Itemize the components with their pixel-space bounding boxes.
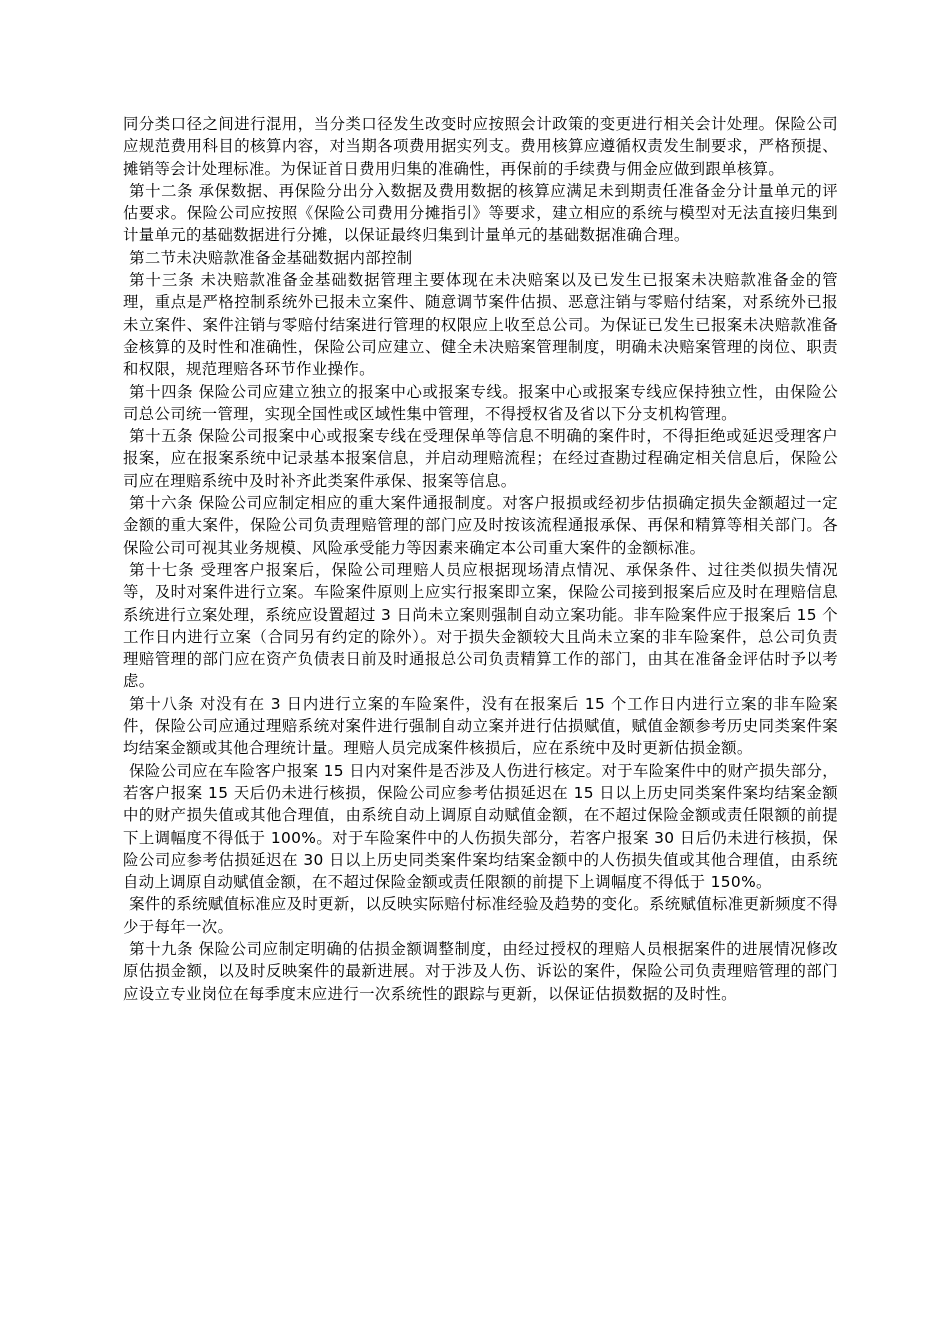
document-body [123, 113, 838, 1005]
article-17: 第十七条 受理客户报案后，保险公司理赔人员应根据现场清点情况、承保条件、过往类似损失情况等，及时对案件进行立案。车险案件原则上应实行报案即立案，保险公司接到报案后应及时在理赔信息系统进行立案处理，系统应设置超过 3 日尚未立案则强制自动立案功能。非车险案件应于报案后 15 个工作日内进行立案（合同另有约定的除外）。对于损失金额较大且尚未立案的非车险案件，总公司负责理赔管理的部门应在资产负债表日前及时通报总公司负责精算工作的部门，由其在准备金评估时予以考虑。 [123, 560, 838, 691]
article-18: 第十八条 对没有在 3 日内进行立案的车险案件，没有在报案后 15 个工作日内进行立案的非车险案件，保险公司应通过理赔系统对案件进行强制自动立案并进行估损赋值，赋值金额参考历史同类案件案均结案金额或其他合理统计量。理赔人员完成案件核损后，应在系统中及时更新估损金额。 [123, 694, 838, 758]
article-15: 第十五条 保险公司报案中心或报案专线在受理保单等信息不明确的案件时，不得拒绝或延迟受理客户报案，应在报案系统中记录基本报案信息，并启动理赔流程；在经过查勘过程确定相关信息后，保险公司应在理赔系统中及时补齐此类案件承保、报案等信息。 [123, 427, 838, 490]
paragraph-continued: 同分类口径之间进行混用，当分类口径发生改变时应按照会计政策的变更进行相关会计处理。保险公司应规范费用科目的核算内容，对当期各项费用据实列支。费用核算应遵循权责发生制要求，严格预提、摊销等会计处理标准。为保证首日费用归集的准确性，再保前的手续费与佣金应做到跟单核算。 [123, 115, 838, 178]
article-18-paragraph-3: 案件的系统赋值标准应及时更新，以反映实际赔付标准经验及趋势的变化。系统赋值标准更新频度不得少于每年一次。 [123, 895, 838, 936]
article-18-paragraph-2: 保险公司应在车险客户报案 15 日内对案件是否涉及人伤进行核定。对于车险案件中的财产损失部分，若客户报案 15 天后仍未进行核损，保险公司应参考估损延迟在 15 日以上历史同类案件案均结案金额中的财产损失值或其他合理值，由系统自动上调原自动赋值金额，在不超过保险金额或责任限额的前提下上调幅度不得低于 100%。对于车险案件中的人伤损失部分，若客户报案 30 日后仍未进行核损，保险公司应参考估损延迟在 30 日以上历史同类案件案均结案金额中的人伤损失值或其他合理值，由系统自动上调原自动赋值金额，在不超过保险金额或责任限额的前提下上调幅度不得低于 150%。 [123, 761, 838, 892]
article-14: 第十四条 保险公司应建立独立的报案中心或报案专线。报案中心或报案专线应保持独立性，由保险公司总公司统一管理，实现全国性或区域性集中管理，不得授权省及省以下分支机构管理。 [123, 382, 838, 423]
article-13: 第十三条 未决赔款准备金基础数据管理主要体现在未决赔案以及已发生已报案未决赔款准备金的管理，重点是严格控制系统外已报未立案件、随意调节案件估损、恶意注销与零赔付结案，对系统外已报未立案件、案件注销与零赔付结案进行管理的权限应上收至总公司。为保证已发生已报案未决赔款准备金核算的及时性和准确性，保险公司应建立、健全未决赔案管理制度，明确未决赔案管理的岗位、职责和权限，规范理赔各环节作业操作。 [123, 271, 838, 379]
article-19: 第十九条 保险公司应制定明确的估损金额调整制度，由经过授权的理赔人员根据案件的进展情况修改原估损金额，以及时反映案件的最新进展。对于涉及人伤、诉讼的案件，保险公司负责理赔管理的部门应设立专业岗位在每季度末应进行一次系统性的跟踪与更新，以保证估损数据的及时性。 [123, 939, 838, 1003]
article-12: 第十二条 承保数据、再保险分出分入数据及费用数据的核算应满足未到期责任准备金分计量单元的评估要求。保险公司应按照《保险公司费用分摊指引》等要求，建立相应的系统与模型对无法直接归集到计量单元的基础数据进行分摊，以保证最终归集到计量单元的基础数据准确合理。 [123, 181, 838, 245]
section-heading: 第二节未决赔款准备金基础数据内部控制 [129, 248, 413, 267]
article-16: 第十六条 保险公司应制定相应的重大案件通报制度。对客户报损或经初步估损确定损失金额超过一定金额的重大案件，保险公司负责理赔管理的部门应及时按该流程通报承保、再保和精算等相关部门。各保险公司可视其业务规模、风险承受能力等因素来确定本公司重大案件的金额标准。 [123, 494, 838, 557]
